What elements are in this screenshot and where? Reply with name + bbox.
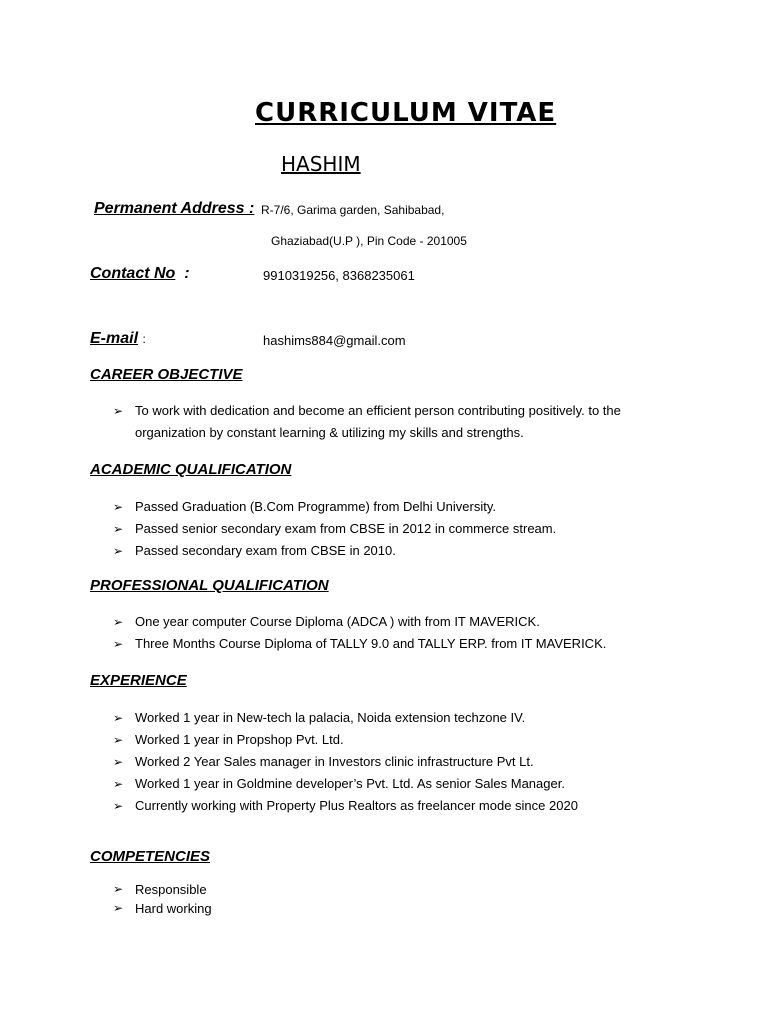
professional-heading: PROFESSIONAL QUALIFICATION bbox=[90, 577, 329, 594]
list-item: ➢ Currently working with Property Plus Realtors as freelancer mode since 2020 bbox=[113, 795, 578, 817]
arrow-bullet-icon: ➢ bbox=[113, 522, 124, 536]
experience-heading: EXPERIENCE bbox=[90, 672, 187, 689]
list-item: ➢ Responsible bbox=[113, 882, 207, 897]
list-item: ➢ Three Months Course Diploma of TALLY 9.0 and TALLY ERP. from IT MAVERICK. bbox=[113, 633, 606, 655]
email-value: hashims884@gmail.com bbox=[263, 333, 406, 348]
list-item: ➢ Worked 1 year in New-tech la palacia, Noida extension techzone IV. bbox=[113, 707, 578, 729]
career-objective-list bbox=[113, 400, 635, 444]
list-item: ➢ Passed secondary exam from CBSE in 2010. bbox=[113, 540, 556, 562]
arrow-bullet-icon: ➢ bbox=[113, 711, 124, 725]
academic-heading: ACADEMIC QUALIFICATION bbox=[90, 461, 292, 478]
contact-value: 9910319256, 8368235061 bbox=[263, 268, 415, 283]
list-item: ➢ Worked 1 year in Goldmine developer’s Pvt. Ltd. As senior Sales Manager. bbox=[113, 773, 578, 795]
candidate-name: HASHIM bbox=[281, 152, 361, 176]
list-item: ➢ Passed Graduation (B.Com Programme) from Delhi University. bbox=[113, 496, 556, 518]
arrow-bullet-icon: ➢ bbox=[113, 799, 124, 813]
competencies-list bbox=[113, 880, 212, 918]
list-item: ➢ Passed senior secondary exam from CBSE in 2012 in commerce stream. bbox=[113, 518, 556, 540]
arrow-bullet-icon: ➢ bbox=[113, 404, 124, 418]
document-title: CURRICULUM VITAE bbox=[255, 98, 557, 128]
experience-list bbox=[113, 707, 578, 817]
address-line-1: R-7/6, Garima garden, Sahibabad, bbox=[261, 203, 445, 217]
list-item: ➢ To work with dedication and become an efficient person contributing positively. to the organization by constant learning & utilizing my skills and strengths. bbox=[113, 400, 635, 444]
arrow-bullet-icon: ➢ bbox=[113, 733, 124, 747]
address-label: Permanent Address : bbox=[94, 200, 255, 217]
email-label: E-mail : bbox=[90, 330, 146, 347]
arrow-bullet-icon: ➢ bbox=[113, 637, 124, 651]
arrow-bullet-icon: ➢ bbox=[113, 500, 124, 514]
academic-list bbox=[113, 496, 556, 562]
arrow-bullet-icon: ➢ bbox=[113, 544, 124, 558]
contact-label: Contact No : bbox=[90, 265, 190, 282]
professional-list bbox=[113, 611, 606, 655]
arrow-bullet-icon: ➢ bbox=[113, 882, 124, 896]
list-item: ➢ Worked 1 year in Propshop Pvt. Ltd. bbox=[113, 729, 578, 751]
address-line-2: Ghaziabad(U.P ), Pin Code - 201005 bbox=[271, 234, 467, 248]
competencies-heading: COMPETENCIES bbox=[90, 848, 211, 865]
arrow-bullet-icon: ➢ bbox=[113, 777, 124, 791]
list-item: ➢ One year computer Course Diploma (ADCA ) with from IT MAVERICK. bbox=[113, 611, 606, 633]
career-objective-heading: CAREER OBJECTIVE bbox=[90, 366, 243, 383]
list-item: ➢ Worked 2 Year Sales manager in Investors clinic infrastructure Pvt Lt. bbox=[113, 751, 578, 773]
arrow-bullet-icon: ➢ bbox=[113, 901, 124, 915]
list-item: ➢ Hard working bbox=[113, 901, 212, 916]
arrow-bullet-icon: ➢ bbox=[113, 615, 124, 629]
arrow-bullet-icon: ➢ bbox=[113, 755, 124, 769]
